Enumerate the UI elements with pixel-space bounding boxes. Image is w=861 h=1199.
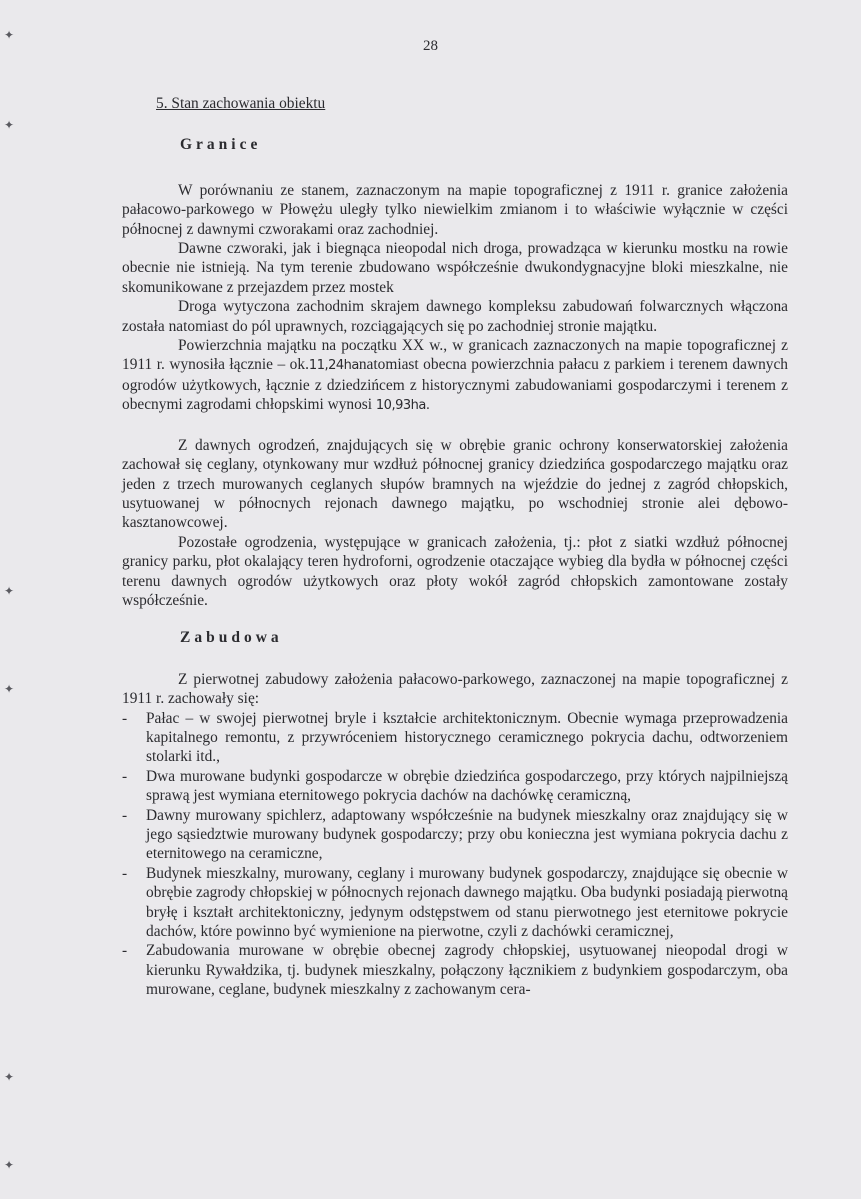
paragraph: Droga wytyczona zachodnim skrajem dawnego kompleksu zabudowań folwarcznych włączona została natomiast do pól uprawnych, rozciągających się po zachodniej stronie majątku.: [122, 298, 788, 335]
punch-hole-mark: ✦: [4, 118, 15, 132]
subheading-zabudowa: Zabudowa: [180, 629, 283, 647]
list-item: - Dwa murowane budynki gospodarcze w obrębie dziedzińca gospodarczego, przy których najpilniejszą sprawą jest wymiana eternitowego pokrycia dachów na dachówkę ceramiczną,: [122, 767, 788, 806]
paragraph-area: [122, 336, 788, 416]
subheading-granice: Granice: [180, 136, 262, 154]
section-heading: [156, 94, 788, 113]
paragraph: Z dawnych ogrodzeń, znajdujących się w obrębie granic ochrony konserwatorskiej założenia zachował się ceglany, otynkowany mur wzdłuż północnej granicy dziedzińca gospodarczego majątku oraz jeden z trzech murowanych ceglanych słupów bramnych na wjeździe do jednej z zagród chłopskich, usytuowanej w północnych rejonach dawnego majątku, po wschodniej stronie alei dębowo-kasztanowcowej.: [122, 436, 788, 532]
punch-hole-mark: ✦: [4, 1070, 15, 1084]
list-item: - Budynek mieszkalny, murowany, ceglany i murowany budynek gospodarczy, znajdujące się obecnie w obrębie zagrody chłopskiej w północnych rejonach dawnego majątku. Oba budynki posiadają pierwotną bryłę i kształt architektoniczny, jedynym odstępstwem od stanu pierwotnego jest eternitowe pokrycie dachów, które powinno być wymienione na pierwotne, czyli z dachówki ceramicznej,: [122, 864, 788, 942]
paragraph: Z pierwotnej zabudowy założenia pałacowo-parkowego, zaznaczonej na mapie topograficznej z 1911 r. zachowały się:: [122, 670, 788, 708]
handwritten-area-1: 11,24ha: [308, 358, 359, 374]
paragraph: Dawne czworaki, jak i biegnąca nieopodal nich droga, prowadząca w kierunku mostku na rowie obecnie nie istnieją. Na tym terenie zbudowano współcześnie dwukondygnacyjne bloki mieszkalne, nie skomunikowane z przejazdem przez mostek: [122, 240, 788, 296]
list-item: - Dawny murowany spichlerz, adaptowany współcześnie na budynek mieszkalny oraz znajdujący się w jego sąsiedztwie murowany budynek gospodarczy; przy obu konieczna jest wymiana pokrycia dachu z eternitowego na ceramiczne,: [122, 806, 788, 864]
paragraph-text: Powierzchnia majątku na początku XX w., w granicach zaznaczonych na mapie topograficznej z 1911 r. wynosiła łącznie – ok.: [122, 337, 788, 374]
list-item: - Pałac – w swojej pierwotnej bryle i kształcie architektonicznym. Obecnie wymaga przeprowadzenia kapitalnego remontu, z przywróceniem historycznego ceramicznego pokrycia dachu, odtworzeniem stolarki itd.,: [122, 709, 788, 767]
handwritten-area-2: 10,93ha.: [375, 398, 430, 414]
document-body: [122, 94, 788, 1000]
page-number: 28: [423, 38, 438, 54]
punch-hole-mark: ✦: [4, 1158, 15, 1172]
paragraph: W porównaniu ze stanem, zaznaczonym na mapie topograficznej z 1911 r. granice założenia pałacowo-parkowego w Płowężu uległy tylko niewielkim zmianom i to właściwie wyłącznie w części północnej z dawnymi czworakami oraz zachodniej.: [122, 181, 788, 238]
buildings-list: [122, 709, 788, 1000]
punch-hole-mark: ✦: [4, 584, 15, 598]
section-heading-text: 5. Stan zachowania obiektu: [156, 95, 326, 112]
paragraph: Pozostałe ogrodzenia, występujące w granicach założenia, tj.: płot z siatki wzdłuż północnej granicy parku, płot okalający teren hydroforni, ogrodzenie otaczające wybieg dla bydła w północnej części terenu dawnych ogrodów użytkowych oraz płoty wokół zagród chłopskich zamontowane zostały współcześnie.: [122, 533, 788, 609]
punch-hole-mark: ✦: [4, 682, 15, 696]
list-item: - Zabudowania murowane w obrębie obecnej zagrody chłopskiej, usytuowanej nieopodal drogi w kierunku Rywałdzika, tj. budynek mieszkalny, połączony łącznikiem z budynkiem gospodarczym, oba murowane, ceglane, budynek mieszkalny z zachowanym cera-: [122, 941, 788, 999]
punch-hole-mark: ✦: [4, 28, 15, 42]
paragraph-text: natomiast obecna powierzchnia pałacu z parkiem i terenem dawnych ogrodów użytkowych, łącznie z dziedzińcem z historycznymi zabudowaniami gospodarczymi i terenem z obecnymi zagrodami chłopskimi wynosi: [122, 356, 788, 414]
